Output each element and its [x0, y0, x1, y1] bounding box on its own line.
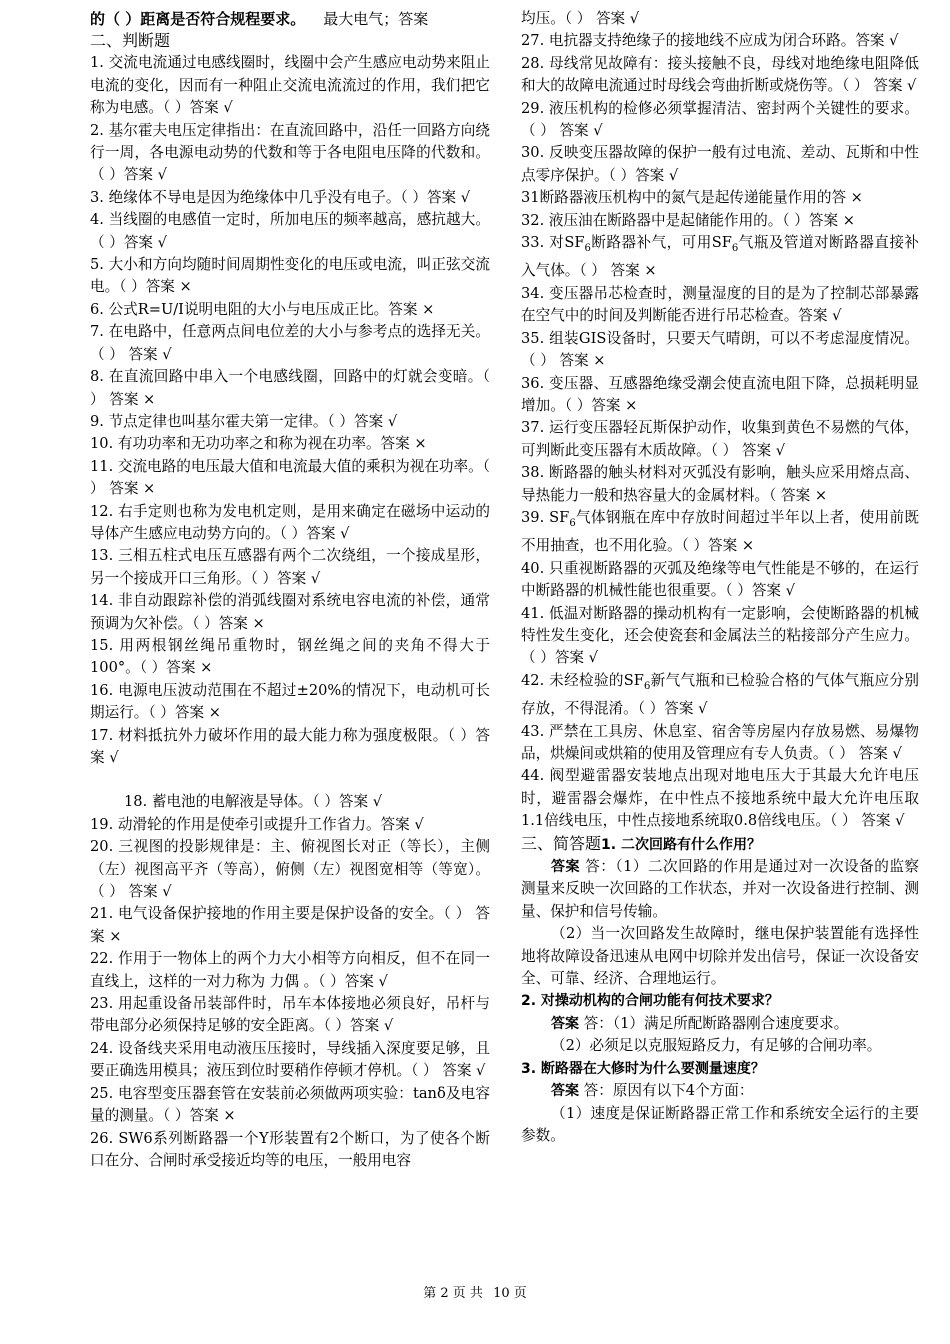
judgement-item: 31断路器液压机构中的氮气是起传递能量作用的答 × — [521, 189, 863, 207]
item-text-end: 气体钢瓶在库中存放时间超过半年以上者，使用前既不用抽查，也不用化验。（ ）答案 × — [521, 508, 919, 555]
judgement-item: 40. 只重视断路器的灭弧及绝缘等电气性能是不够的，在运行中断路器的机械性能也很重要。（ ）答案 √ — [521, 559, 919, 600]
judgement-item: 1. 交流电流通过电感线圈时，线圈中会产生感应电动势来阻止电流的变化，因而有一种阻止交流电流流过的作用，我们把它称为电感。（ ）答案 √ — [90, 54, 490, 117]
judgement-item: 41. 低温对断路器的操动机构有一定影响，会使断路器的机械特性发生变化，还会使瓷套和金属法兰的粘接部分产生应力。（ ）答案 √ — [521, 604, 919, 667]
judgement-item: 23. 用起重设备吊装部件时，吊车本体接地必须良好，吊杆与带电部分必须保持足够的安全距离。（ ）答案 √ — [90, 995, 490, 1035]
judgement-item: 32. 液压油在断路器中是起储能作用的。（ ）答案 × — [521, 211, 855, 229]
judgement-item: 34. 变压器吊芯检查时，测量湿度的目的是为了控制芯部暴露在空气中的时间及判断能否进行吊芯检查。答案 √ — [521, 284, 919, 325]
judgement-item — [521, 670, 919, 721]
judgement-item: 8. 在直流回路中串入一个电感线圈，回路中的灯就会变暗。（ ） 答案 × — [90, 368, 490, 408]
subscript: 6 — [643, 680, 651, 692]
item-text-end: 气瓶及管道对断路器直接补入气体。（ ） 答案 × — [521, 234, 919, 280]
judgement-item: 21. 电气设备保护接地的作用主要是保护设备的安全。（ ） 答案 × — [90, 905, 490, 945]
page-total: 10 页 — [493, 1286, 527, 1301]
judgement-item: 35. 组装GIS设备时，只要天气晴朗，可以不考虑湿度情况。（ ） 答案 × — [521, 329, 919, 370]
judgement-item: 37. 运行变压器轻瓦斯保护动作，收集到黄色不易燃的气体，可判断此变压器有木质故障。（ ） 答案 √ — [521, 419, 919, 459]
question-2-answer-2: （2）必须足以克服短路反力，有足够的合闸功率。 — [551, 1037, 882, 1055]
answer-text: 答：（1）满足所配断路器刚合速度要求。 — [583, 1014, 849, 1032]
judgement-item: 43. 严禁在工具房、休息室、宿舍等房屋内存放易燃、易爆物品，烘燥间或烘箱的使用及管理应有专人负责。（ ） 答案 √ — [521, 722, 919, 762]
answer-label: 答案 — [551, 1015, 579, 1032]
judgement-item: 29. 液压机构的检修必须掌握清洁、密封两个关键性的要求。（ ） 答案 √ — [521, 99, 919, 140]
short-answer-heading-line — [521, 833, 919, 856]
judgement-item — [521, 232, 919, 283]
question-3-answer-2: （1）速度是保证断路器正常工作和系统安全运行的主要参数。 — [521, 1104, 919, 1144]
judgement-item: 5. 大小和方向均随时间周期性变化的电压或电流，叫正弦交流电。（ ）答案 × — [90, 256, 490, 296]
section-title-short-answer: 三、简答题 — [521, 833, 602, 853]
item-text-start: 39. SF — [521, 508, 570, 526]
judgement-item: 15. 用两根钢丝绳吊重物时，钢丝绳之间的夹角不得大于100°。（ ）答案 × — [90, 636, 490, 677]
judgement-item: 10. 有功功率和无功功率之和称为视在功率。答案 × — [90, 435, 427, 453]
judgement-item: 27. 电抗器支持绝缘子的接地线不应成为闭合环路。答案 √ — [521, 32, 899, 50]
answer-label: 答案 — [551, 1083, 579, 1100]
judgement-item: 7. 在电路中，任意两点间电位差的大小与参考点的选择无关。（ ） 答案 √ — [90, 323, 490, 363]
judgement-item: 28. 母线常见故障有：接头接触不良，母线对地绝缘电阻降低和大的故障电流通过时母线会弯曲折断或烧伤等。（ ） 答案 √ — [521, 54, 919, 95]
judgement-item: 16. 电源电压波动范围在不超过±20%的情况下，电动机可长期运行。（ ）答案 × — [90, 681, 490, 722]
question-1-answer-1 — [521, 856, 919, 923]
judgement-item: 14. 非自动跟踪补偿的消弧线圈对系统电容电流的补偿，通常预调为欠补偿。（ ）答案 × — [90, 592, 490, 632]
item-text-start: 42. 未经检验的SF — [521, 671, 644, 689]
judgement-item: 38. 断路器的触头材料对灭弧没有影响，触头应采用熔点高、导热能力一般和热容量大的金属材料。（ 答案 × — [521, 464, 919, 504]
question-2-title: 2. 对操动机构的合闸功能有何技术要求？ — [521, 993, 779, 1010]
judgement-list-part1 — [90, 52, 490, 769]
judgement-item: 17. 材料抵抗外力破坏作用的最大能力称为强度极限。（ ）答案 √ — [90, 726, 490, 766]
judgement-item: 3. 绝缘体不导电是因为绝缘体中几乎没有电子。（ ）答案 √ — [90, 188, 471, 206]
judgement-item: 13. 三相五柱式电压互感器有两个二次绕组，一个接成星形，另一个接成开口三角形。（ ）答案 √ — [90, 547, 490, 587]
judgement-item: 26. SW6系列断路器一个Y形装置有2个断口，为了使各个断口在分、合闸时承受接近均等的电压，一般用电容 — [90, 1129, 490, 1169]
answer-label: 答案 — [551, 859, 580, 876]
question-2-answer-1 — [521, 1013, 919, 1035]
question-3-answer-1 — [521, 1080, 919, 1102]
judgement-item: 11. 交流电路的电压最大值和电流最大值的乘积为视在功率。（ ） 答案 × — [90, 457, 490, 498]
judgement-item: 均压。（ ） 答案 √ — [521, 10, 640, 27]
subscript: 6 — [584, 243, 591, 255]
answer-text: 答：原因有以下4个方面： — [583, 1082, 754, 1100]
question-1-title: 1. 二次回路有什么作用？ — [601, 836, 761, 853]
judgement-item: 4. 当线圈的电感值一定时，所加电压的频率越高，感抗越大。（ ）答案 √ — [90, 211, 490, 251]
judgement-item: 30. 反映变压器故障的保护一般有过电流、差动、瓦斯和中性点零序保护。（ ）答案 √ — [521, 144, 919, 184]
question-3-title: 3. 断路器在大修时为什么要测量速度？ — [521, 1060, 765, 1077]
judgement-item: 36. 变压器、互感器绝缘受潮会使直流电阻下降，总损耗明显增加。（ ）答案 × — [521, 374, 919, 414]
left-column — [90, 8, 490, 1172]
judgement-item: 12. 右手定则也称为发电机定则，是用来确定在磁场中运动的导体产生感应电动势方向的。（ ）答案 √ — [90, 502, 490, 542]
judgement-list-part3 — [521, 8, 919, 833]
item-text-middle: 断路器补气，可用SF — [590, 234, 732, 252]
judgement-item: 19. 动滑轮的作用是使牵引或提升工作省力。答案 √ — [90, 815, 424, 833]
judgement-item: 44. 阀型避雷器安装地点出现对地电压大于其最大允许电压时，避雷器会爆炸，在中性点不接地系统中最大允许电压取1.1倍线电压，中性点接地系统取0.8倍线电压。（ ） 答案 √ — [521, 767, 919, 830]
page-number: 第 2 页 共 — [423, 1286, 483, 1301]
continued-question-line — [90, 8, 490, 30]
continued-question-tail: 最大电气；答案 — [323, 10, 429, 28]
subscript: 6 — [569, 517, 576, 529]
judgement-list-part2 — [90, 791, 490, 1172]
question-1-answer-2: （2）当一次回路发生故障时，继电保护装置能有选择性地将故障设备迅速从电网中切除并发出信号，保证一次设备安全、可靠、经济、合理地运行。 — [521, 925, 919, 988]
judgement-item: 6. 公式R=U/I说明电阻的大小与电压成正比。答案 × — [90, 300, 435, 318]
judgement-item: 22. 作用于一物体上的两个力大小相等方向相反，但不在同一直线上，这样的一对力称为 力偶 。（ ）答案 √ — [90, 950, 490, 990]
item-text-start: 33. 对SF — [521, 234, 585, 252]
right-column — [521, 8, 919, 1147]
continued-question-bold: 的（ ）距离是否符合规程要求。 — [90, 10, 306, 28]
answer-text: 答：（1）二次回路的作用是通过对一次设备的监察测量来反映一次回路的工作状态，并对一次设备进行控制、测量、保护和信号传输。 — [521, 858, 919, 920]
subscript: 6 — [731, 243, 739, 255]
column-gap — [90, 769, 490, 791]
judgement-item: 18. 蓄电池的电解液是导体。（ ）答案 √ — [124, 793, 383, 811]
judgement-item: 2. 基尔霍夫电压定律指出：在直流回路中，沿任一回路方向绕行一周，各电源电动势的代数和等于各电阻电压降的代数和。（ ）答案 √ — [90, 121, 490, 184]
judgement-item: 25. 电容型变压器套管在安装前必须做两项实验：tanδ及电容量的测量。（ ）答案 × — [90, 1084, 490, 1125]
judgement-item — [521, 507, 919, 558]
item-text-end: 新气气瓶和已检验合格的气体气瓶应分别存放，不得混淆。（ ）答案 √ — [521, 671, 919, 718]
section-title-judgement: 二、判断题 — [90, 31, 171, 51]
page-footer — [0, 1282, 950, 1301]
judgement-item: 20. 三视图的投影规律是：主、俯视图长对正（等长），主侧（左）视图高平齐（等高），俯侧（左）视图宽相等（等宽）。（ ） 答案 √ — [90, 838, 490, 901]
judgement-item: 24. 设备线夹采用电动液压压接时，导线插入深度要足够，且要正确选用模具；液压到位时要稍作停顿才停机。（ ） 答案 √ — [90, 1039, 490, 1080]
judgement-item: 9. 节点定律也叫基尔霍夫第一定律。（ ）答案 √ — [90, 412, 398, 430]
